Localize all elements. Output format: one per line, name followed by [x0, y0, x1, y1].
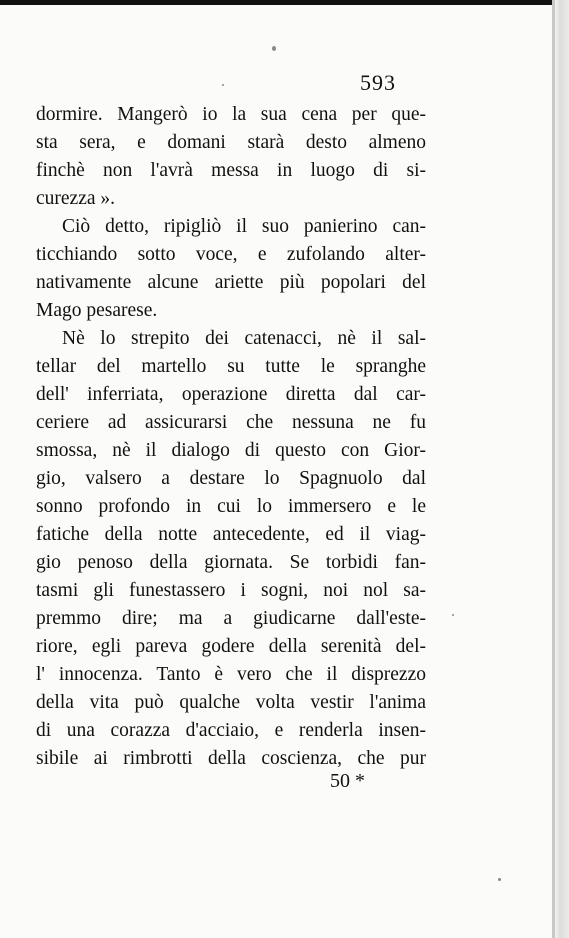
- text-line: l' innocenza. Tanto è vero che il disprezzo: [36, 664, 426, 685]
- text-line: finchè non l'avrà messa in luogo di si-: [36, 160, 426, 181]
- text-line: nativamente alcune ariette più popolari del: [36, 272, 426, 293]
- text-line: di una corazza d'acciaio, e renderla insen-: [36, 720, 426, 741]
- text-line: fatiche della notte antecedente, ed il viag-: [36, 524, 426, 545]
- text-line: sibile ai rimbrotti della coscienza, che pur: [36, 748, 426, 769]
- text-line: premmo dire; ma a giudicarne dall'este-: [36, 608, 426, 629]
- text-line: tellar del martello su tutte le spranghe: [36, 356, 426, 377]
- text-line: Nè lo strepito dei catenacci, nè il sal-: [62, 328, 426, 349]
- paper-speck: [498, 878, 501, 881]
- page-number: 593: [360, 70, 396, 95]
- text-line: ticchiando sotto voce, e zufolando alter-: [36, 244, 426, 265]
- paper-speck: [452, 614, 454, 616]
- text-line: gio, valsero a destare lo Spagnuolo dal: [36, 468, 426, 489]
- text-line: curezza ».: [36, 188, 116, 209]
- text-line: gio penoso della giornata. Se torbidi fan-: [36, 552, 426, 573]
- signature-mark: 50 *: [330, 770, 365, 792]
- text-line: smossa, nè il dialogo di questo con Gior-: [36, 440, 426, 461]
- page-right-edge: [555, 0, 569, 938]
- text-line: Mago pesarese.: [36, 300, 158, 321]
- paper-speck: [272, 46, 276, 51]
- text-line: ceriere ad assicurarsi che nessuna ne fu: [36, 412, 426, 433]
- page-top-edge: [0, 0, 569, 5]
- text-line: sonno profondo in cui lo immersero e le: [36, 496, 426, 517]
- text-line: Ciò detto, ripigliò il suo panierino can-: [62, 216, 426, 237]
- text-line: dormire. Mangerò io la sua cena per que-: [36, 104, 426, 125]
- text-line: riore, egli pareva godere della serenità del-: [36, 636, 426, 657]
- paper-speck: [222, 84, 224, 86]
- text-line: della vita può qualche volta vestir l'anima: [36, 692, 426, 713]
- text-line: dell' inferriata, operazione diretta dal car-: [36, 384, 426, 405]
- text-line: sta sera, e domani starà desto almeno: [36, 132, 426, 153]
- text-line: tasmi gli funestassero i sogni, noi nol sa-: [36, 580, 426, 601]
